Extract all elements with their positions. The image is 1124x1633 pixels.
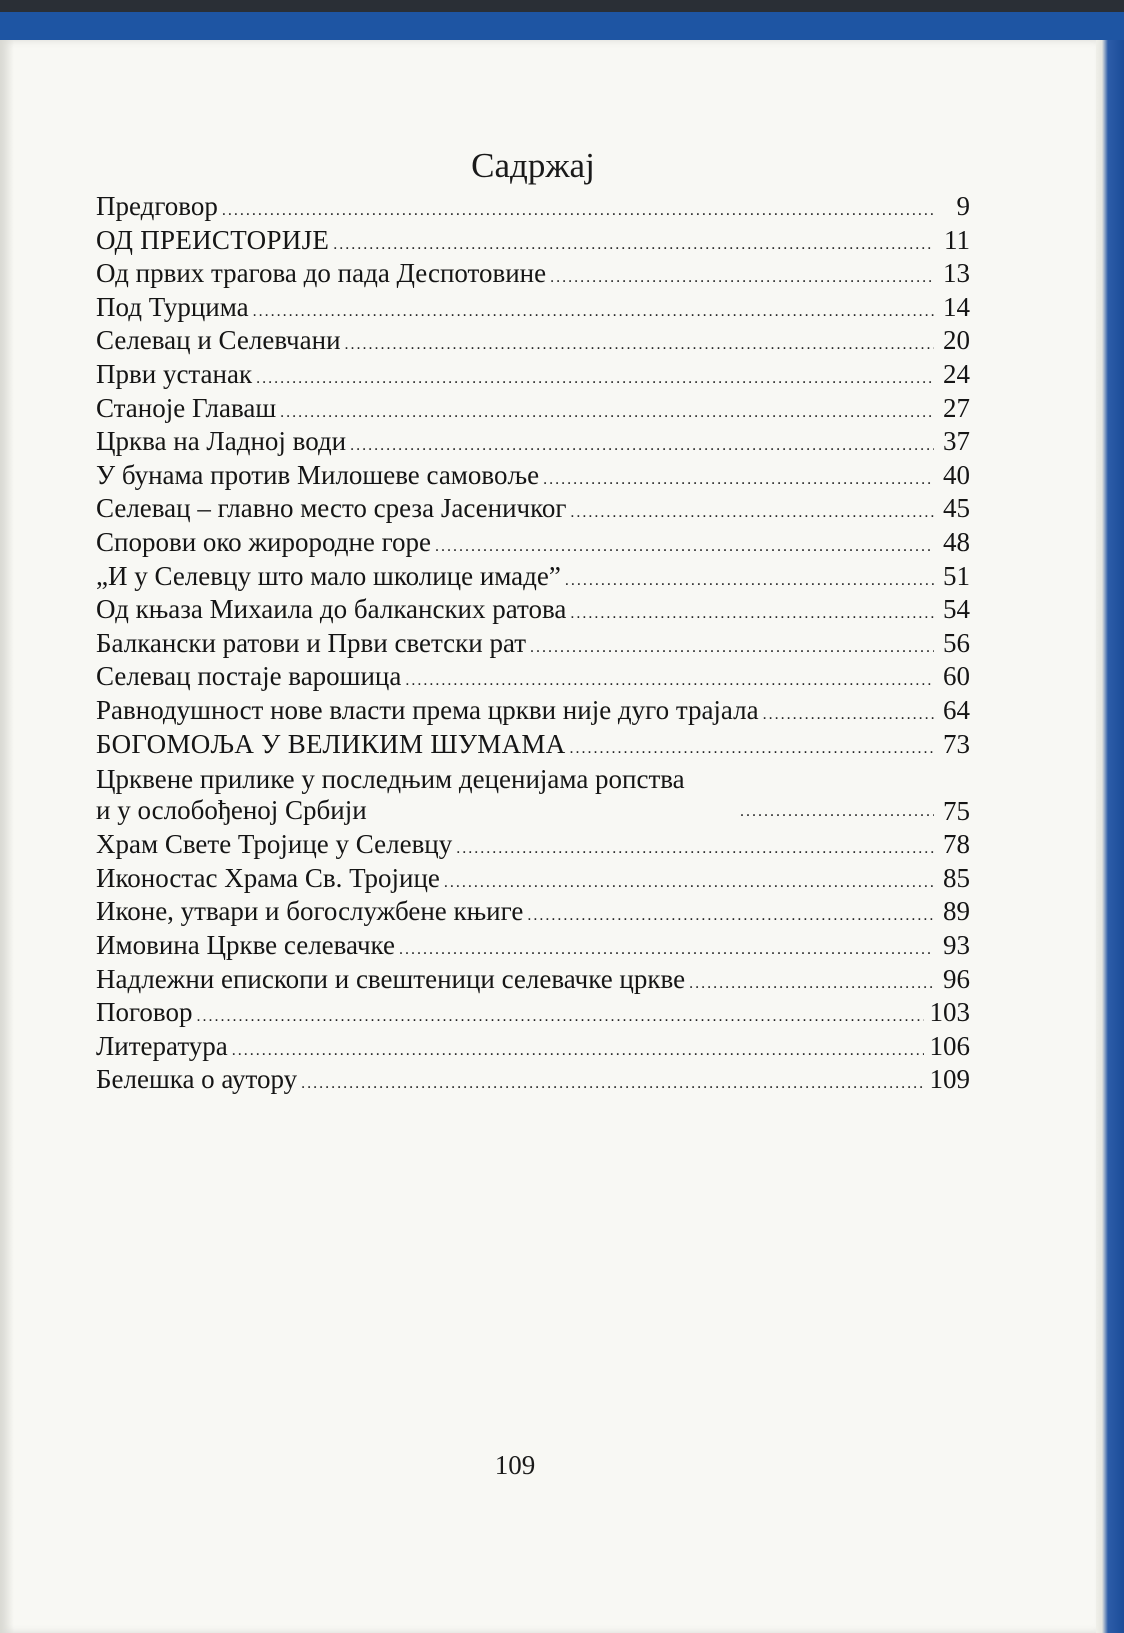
toc-entry-title: Храм Свете Тројице у Селевцу [96, 829, 453, 860]
toc-entry [96, 324, 970, 358]
toc-entry [96, 963, 970, 997]
toc-entry-title: Селевац постаје варошица [96, 661, 402, 692]
dot-leader [565, 564, 934, 598]
toc-entry-page: 48 [943, 526, 970, 557]
toc-entry [96, 694, 970, 728]
page-right-edge [1096, 40, 1124, 1633]
dot-leader [405, 664, 934, 698]
toc-entry [96, 190, 970, 224]
toc-entry [96, 627, 970, 661]
toc-entry-page: 14 [943, 291, 970, 322]
toc-entry [96, 1030, 970, 1064]
dot-leader [527, 899, 934, 933]
dot-leader [253, 295, 934, 329]
toc-entry-page: 73 [943, 728, 970, 759]
toc-entry-page: 56 [943, 627, 970, 658]
toc-entry-page: 75 [943, 795, 970, 826]
toc-entry-title: Предговор [96, 191, 218, 221]
dot-leader [763, 698, 934, 732]
dot-leader [350, 429, 934, 463]
toc-entry [96, 358, 970, 392]
toc-entry [96, 257, 970, 291]
dot-leader [345, 328, 934, 362]
toc-entry-page: 85 [943, 862, 970, 893]
toc-entry-page: 93 [943, 930, 970, 961]
toc-entry-title: Станоје Главаш [96, 392, 277, 423]
toc-entry-page: 37 [943, 426, 970, 457]
toc-entry-title: Под Турцима [96, 291, 249, 322]
toc-entry-page: 103 [929, 997, 970, 1028]
toc-entry [96, 392, 970, 426]
toc-entry-page: 13 [943, 258, 970, 289]
toc-entry-title: „И у Селевцу што мало школице имаде” [96, 560, 561, 591]
toc-entry-page: 45 [943, 493, 970, 524]
toc-entry [96, 828, 970, 862]
toc-entry-title: Од првих трагова до пада Деспотовине [96, 258, 547, 289]
toc-entry-page: 11 [944, 224, 970, 255]
toc-entry-title: Иконостас Храма Св. Тројице [96, 862, 440, 893]
toc-entry-page: 20 [943, 325, 970, 356]
dot-leader [550, 261, 934, 295]
toc-entry-title [96, 764, 736, 828]
dot-leader [196, 1000, 923, 1034]
toc-entry-title: БОГОМОЉА У ВЕЛИКИМ ШУМАМА [96, 728, 566, 759]
toc-entry [96, 492, 970, 526]
dot-leader [530, 631, 934, 665]
toc-entry-page: 64 [943, 694, 970, 725]
toc-entry-title: Иконе, утвари и богослужбене књиге [96, 896, 524, 927]
toc-entry-page: 96 [943, 963, 970, 994]
dot-leader [280, 396, 934, 430]
toc-entry-title: Спорови око жирородне горе [96, 526, 432, 557]
contents-heading: Садржај [471, 146, 595, 185]
spine-shadow [0, 40, 14, 1633]
toc-entry-page: 9 [956, 191, 970, 221]
toc-entry-page: 54 [943, 594, 970, 625]
dot-leader [444, 866, 934, 900]
toc-entry-title: ОД ПРЕИСТОРИЈЕ [96, 224, 330, 255]
toc-entry-title: Балкански ратови и Први светски рат [96, 627, 527, 658]
dot-leader [435, 530, 934, 564]
toc-entry [96, 929, 970, 963]
toc-entry-page: 109 [929, 1064, 970, 1095]
dot-leader [232, 1034, 924, 1068]
toc-entry-title: Селевац и Селевчани [96, 325, 341, 356]
toc-entry-page: 27 [943, 392, 970, 423]
toc-entry [96, 560, 970, 594]
page-number: 109 [494, 1450, 536, 1480]
table-of-contents [96, 190, 970, 1097]
dot-leader [570, 732, 934, 766]
toc-entry [96, 291, 970, 325]
dot-leader [570, 496, 934, 530]
dot-leader [256, 362, 934, 396]
toc-entry-title: Први устанак [96, 358, 253, 389]
toc-entry [96, 224, 970, 258]
dot-leader [570, 597, 934, 631]
toc-entry [96, 459, 970, 493]
toc-entry [96, 1063, 970, 1097]
toc-entry-page: 40 [943, 459, 970, 490]
dot-leader [399, 933, 934, 967]
toc-entry [96, 425, 970, 459]
toc-entry-page: 51 [943, 560, 970, 591]
toc-entry-title: Литература [96, 1030, 228, 1061]
dot-leader [543, 463, 934, 497]
toc-entry-title: Од књаза Михаила до балканских ратова [96, 594, 567, 625]
toc-entry-title: Црква на Ладној води [96, 426, 347, 457]
toc-entry-title: Надлежни епископи и свештеници селевачке цркве [96, 963, 686, 994]
toc-entry [96, 761, 970, 828]
toc-entry [96, 895, 970, 929]
dot-leader [301, 1067, 923, 1101]
toc-entry [96, 526, 970, 560]
toc-entry-page: 106 [929, 1030, 970, 1061]
toc-entry [96, 593, 970, 627]
toc-entry-title: Равнодушност нове власти према цркви није дуго трајала [96, 694, 759, 725]
toc-entry [96, 728, 970, 762]
toc-entry-title: Селевац – главно место среза Јасеничког [96, 493, 567, 524]
toc-entry-title: Белешка о аутору [96, 1064, 298, 1095]
toc-entry-title: Имовина Цркве селевачке [96, 930, 395, 961]
dot-leader [333, 228, 934, 262]
toc-entry-title: Поговор [96, 997, 193, 1028]
toc-entry [96, 996, 970, 1030]
dot-leader [689, 967, 934, 1001]
toc-entry-page: 89 [943, 896, 970, 927]
toc-entry-page: 60 [943, 661, 970, 692]
toc-entry-page: 24 [943, 358, 970, 389]
dot-leader [740, 795, 934, 829]
dot-leader [222, 194, 934, 228]
toc-entry [96, 660, 970, 694]
dot-leader [456, 832, 934, 866]
toc-entry-title-line: и у ослобођеној Србији [96, 795, 367, 826]
toc-entry-page: 78 [943, 829, 970, 860]
toc-entry-title: У бунама против Милошеве самовоље [96, 459, 540, 490]
toc-entry [96, 862, 970, 896]
toc-entry-title-line: Црквене прилике у последњим деценијама ропства [96, 764, 685, 795]
